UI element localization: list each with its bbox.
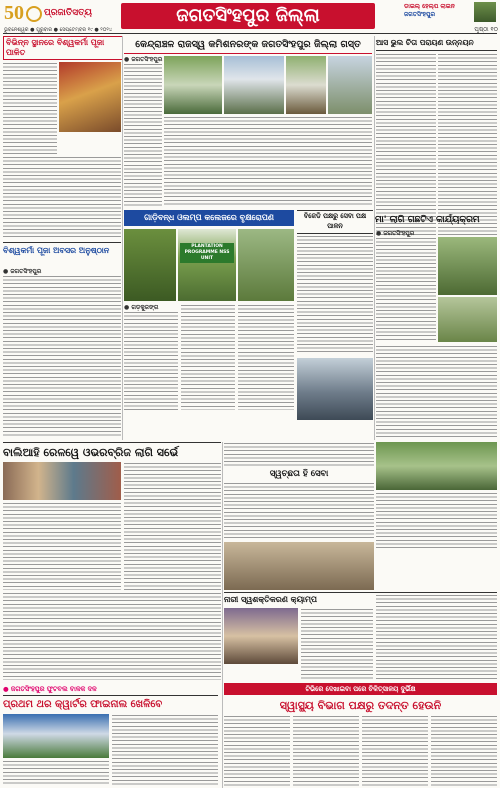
column-rule	[222, 442, 223, 788]
dateline: ଭୁବନେଶ୍ୱର ● ଗୁରୁବାର ● ସେପ୍ଟେମ୍ବର ୧୯ ● ୨୦୨୪	[4, 27, 113, 33]
story-photo-3	[286, 56, 326, 114]
story-text-3	[238, 304, 294, 410]
story-railway	[3, 442, 221, 590]
story-text-3	[362, 715, 428, 786]
story-commissioner	[124, 36, 372, 206]
story-text-2	[376, 345, 497, 439]
story-photo-2	[224, 56, 284, 114]
story-text-2	[293, 715, 359, 786]
story-headline: ସ୍ୱଚ୍ଛତା ହି ସେବା	[269, 469, 329, 479]
story-photo-4	[328, 56, 372, 114]
headline-box	[3, 36, 123, 60]
divider	[224, 592, 497, 593]
masthead	[0, 0, 500, 32]
story-health	[224, 698, 497, 788]
story-photo-3	[238, 229, 294, 301]
story-text-2	[112, 714, 218, 786]
story-left-mid-text	[3, 592, 221, 680]
story-text-2	[164, 116, 372, 206]
story-viswakarma-2	[3, 242, 121, 438]
story-headline: ବାଲିଆହି ରେଳୱେ ଓଭରବ୍ରିଜ ଲାଗି ସର୍ଭେ	[3, 446, 179, 459]
masthead-photo	[474, 2, 496, 22]
story-headline: ବିଜେଡି ପକ୍ଷରୁ ସେବା ପକ୍ଷ ପାଳନ	[303, 212, 367, 230]
masthead-rule	[3, 33, 497, 34]
headline-bar	[124, 36, 372, 54]
story-text	[376, 492, 497, 548]
story-text	[3, 62, 57, 154]
story-text-1	[301, 608, 373, 680]
story-swachhata	[224, 442, 374, 590]
story-text-2	[124, 462, 221, 590]
story-photo-2	[178, 229, 236, 301]
story-headline: ବିଭିନ୍ନ ସ୍ଥାନରେ ବିଶ୍ୱକର୍ମା ପୂଜା ପାଳିତ	[6, 38, 105, 57]
story-right-mid	[376, 442, 497, 548]
side-label-1: ଡାଇଲ୍ ହେଲ୍ପ ଲାଇନ	[404, 3, 455, 10]
story-text-1	[224, 715, 290, 786]
story-text-1	[3, 760, 109, 786]
story-photo-1	[164, 56, 222, 114]
kicker-bar	[3, 683, 497, 697]
story-headline: ପ୍ରଥମ ଥର କ୍ୱାର୍ଟର ଫାଇନାଲ ଖେଳିବେ	[3, 699, 163, 710]
column-rule	[374, 36, 375, 440]
story-headline: ନାରୀ ସ୍ୱଶକ୍ତିକରଣ କ୍ୟାମ୍ପ	[224, 595, 317, 604]
story-text-1	[124, 63, 162, 206]
story-women-camp	[224, 592, 497, 680]
story-football	[3, 698, 218, 788]
page-title: ଜଗତସିଂହପୁର ଜିଲ୍ଲା	[176, 5, 320, 26]
byline: ● ଜଗତସିଂହପୁର	[376, 230, 415, 237]
story-viswakarma	[3, 36, 121, 240]
side-label-2: ଜଗତସିଂହପୁର	[404, 11, 436, 18]
kicker-right: ଟିଭିରେ ଦେଖାଇବା ପରେ ଚିକିତ୍ସାଳୟ ଦୁର୍ଭିକ୍ଷ	[224, 683, 497, 695]
story-text-1	[3, 502, 121, 590]
column-rule	[122, 36, 123, 440]
divider	[3, 442, 221, 443]
story-photo	[3, 462, 121, 500]
headline-bar	[376, 36, 497, 51]
masthead-title-box	[121, 3, 375, 29]
story-headline: କେନ୍ଦ୍ରାଞ୍ଚଳ ରାଜସ୍ୱ କମିଶନରଙ୍କ ଜଗତସିଂହପୁର ଜିଲ୍ଲା ଗସ୍ତ	[135, 39, 361, 50]
story-text-2	[376, 594, 497, 680]
anniversary-number: 50	[4, 2, 24, 24]
story-headline: ମା' ଲାଗି ଗଛଟିଏ କାର୍ଯ୍ୟକ୍ରମ	[375, 215, 480, 225]
story-headline: ଆସ ଭୁଲ ଚିତା ପରାୟଣ ଉନ୍ନୟନ	[376, 38, 474, 47]
story-text	[224, 482, 374, 540]
story-photo	[59, 62, 121, 132]
byline: ● ଜଗତସିଂହପୁର	[124, 56, 163, 63]
story-photo	[3, 714, 109, 758]
divider	[3, 242, 121, 243]
plantation-banner: PLANTATION PROGRAMME NSS UNIT	[180, 243, 234, 263]
story-photo-1	[124, 229, 176, 301]
byline: ● ଗଡ଼କୁଜଙ୍ଗ	[124, 304, 159, 311]
story-headline: ସ୍ୱାସ୍ଥ୍ୟ ବିଭାଗ ପକ୍ଷରୁ ତଦନ୍ତ ହେଉନି	[279, 699, 442, 712]
story-text-top	[224, 442, 374, 466]
story-text	[3, 275, 121, 438]
story-headline: ଗାଡ଼ିବନ୍ଧ ଓଲମ୍ପ କଲେଜରେ ବୃକ୍ଷରୋପଣ	[144, 213, 274, 222]
byline: ● ଜଗତସିଂହପୁର	[3, 268, 42, 275]
sun-icon	[26, 6, 42, 22]
anniversary-logo	[4, 2, 44, 24]
story-plantation	[124, 210, 294, 410]
story-text-4	[431, 715, 497, 786]
story-photo	[376, 442, 497, 490]
story-photo-1	[438, 237, 497, 295]
headline-bar	[124, 210, 294, 226]
kicker-left: ● ଜଗତସିଂହପୁର ଫୁଟବଲ ବାଳକ ଦଳ	[3, 683, 218, 696]
page-number: ପୃଷ୍ଠା ୧୦	[474, 26, 498, 33]
story-text-2	[3, 156, 121, 240]
story-text-1	[124, 311, 178, 410]
story-photo	[224, 542, 374, 590]
brand-name: ପ୍ରଜାତିସତ୍ୟ	[44, 8, 92, 18]
story-headline: ବିଶ୍ୱକର୍ମା ପୂଜା ଅବସର ଅନୁଷ୍ଠାନ	[3, 246, 110, 255]
story-photo	[224, 608, 298, 664]
story-photo-2	[438, 297, 497, 342]
story-text-2	[181, 304, 235, 410]
story-text-1	[376, 237, 436, 342]
